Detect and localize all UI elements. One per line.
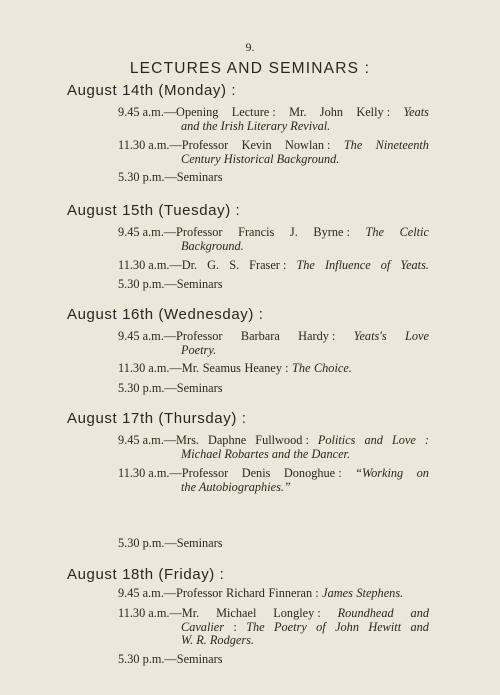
entry-word: Fraser : — [249, 258, 287, 272]
entry-word: 5.30 p.m.—Seminars — [118, 652, 223, 666]
entry-word: 9.45 a.m.—Professor — [118, 225, 223, 239]
entry-continuation — [118, 344, 429, 358]
schedule-entry — [118, 537, 429, 551]
schedule-entry — [118, 607, 429, 648]
schedule-entry — [118, 434, 429, 461]
entry-word: Yeats's — [353, 329, 387, 343]
entry-word: Influence — [324, 258, 371, 272]
schedule-entry — [118, 653, 429, 667]
entry-word: Kelly : — [356, 105, 391, 119]
entry-word: Longley : — [273, 606, 321, 620]
entry-word: on — [416, 466, 429, 480]
entry-continuation — [118, 481, 429, 495]
entry-first-line — [118, 362, 429, 376]
entry-first-line — [118, 330, 429, 344]
entry-word: 11.30 a.m.—Dr. — [118, 258, 198, 272]
entry-continuation — [118, 240, 429, 254]
entry-title-continued: Century Historical Background. — [181, 151, 340, 166]
entry-title-continued: Michael Robartes and the Dancer. — [181, 446, 351, 461]
schedule-entry — [118, 587, 429, 601]
entry-word: Byrne : — [313, 225, 350, 239]
day-heading: August 18th (Friday) : — [67, 566, 225, 583]
entry-word: 9.45 a.m.—Opening — [118, 105, 219, 119]
entry-word: Mr. — [289, 105, 307, 119]
entry-word: G. — [207, 258, 220, 272]
schedule-entry — [118, 330, 429, 357]
entry-word: “Working — [355, 466, 404, 480]
entry-word: John — [319, 105, 344, 119]
entry-word: John — [335, 619, 359, 634]
day-heading: August 16th (Wednesday) : — [67, 306, 264, 323]
entry-word: 5.30 p.m.—Seminars — [118, 170, 223, 184]
entry-first-line — [118, 139, 429, 153]
entry-word: 9.45 a.m.—Professor — [118, 586, 223, 600]
entry-word: Choice. — [313, 361, 352, 375]
entry-word: and — [364, 433, 383, 447]
entry-continuation — [118, 621, 429, 635]
entry-first-line — [118, 434, 429, 448]
entry-word: Hardy : — [298, 329, 336, 343]
entry-word: Nowlan : — [285, 138, 331, 152]
entry-first-line — [118, 226, 429, 240]
entry-word: 5.30 p.m.—Seminars — [118, 536, 223, 550]
entry-word: Love — [405, 329, 429, 343]
schedule-entry — [118, 226, 429, 253]
entry-first-line — [118, 537, 429, 551]
page-number: 9. — [245, 40, 255, 54]
entry-first-line — [118, 259, 429, 273]
entry-word: Politics — [317, 433, 356, 447]
entry-word: 9.45 a.m.—Mrs. — [118, 433, 199, 447]
entry-word: Denis — [241, 466, 271, 480]
entry-first-line — [118, 587, 429, 601]
entry-word: Stephens. — [356, 586, 404, 600]
schedule-entry — [118, 139, 429, 166]
entry-word: : — [424, 433, 429, 447]
entry-word: The — [343, 138, 363, 152]
entry-word: The — [296, 258, 315, 272]
entry-first-line — [118, 171, 429, 185]
entry-word: Fullwood : — [255, 433, 309, 447]
entry-word: Francis — [238, 225, 275, 239]
entry-word: and — [410, 606, 429, 620]
entry-first-line — [118, 278, 429, 292]
entry-word: Nineteenth — [375, 138, 429, 152]
schedule-entry — [118, 362, 429, 376]
entry-word: 9.45 a.m.—Professor — [118, 329, 223, 343]
entry-word: 11.30 a.m.—Mr. — [118, 361, 200, 375]
entry-word: Yeats — [403, 105, 429, 119]
entry-word: Michael — [216, 606, 257, 620]
entry-word: Seamus — [202, 361, 241, 375]
day-heading: August 14th (Monday) : — [67, 82, 237, 99]
entry-word: Daphne — [207, 433, 247, 447]
entry-word: The — [246, 619, 265, 634]
entry-title-continued: Poetry. — [181, 342, 217, 357]
entry-word: Celtic — [399, 225, 429, 239]
entry-first-line — [118, 382, 429, 396]
entry-word: Cavalier — [181, 619, 225, 634]
entry-word: J. — [289, 225, 298, 239]
entry-title-continued: Background. — [181, 238, 244, 253]
entry-word: of — [380, 258, 391, 272]
day-heading: August 17th (Thursday) : — [67, 410, 247, 427]
entry-word: Heaney : — [244, 361, 289, 375]
entry-word: 5.30 p.m.—Seminars — [118, 277, 223, 291]
day-heading: August 15th (Tuesday) : — [67, 202, 241, 219]
entry-word: 11.30 a.m.—Mr. — [118, 606, 200, 620]
entry-continuation — [118, 120, 429, 134]
schedule-entry — [118, 259, 429, 273]
entry-title-continued: and the Irish Literary Revival. — [181, 118, 331, 133]
entry-word: : — [233, 619, 237, 634]
entry-word: The — [292, 361, 311, 375]
entry-word: Yeats. — [400, 258, 429, 272]
entry-word: James — [322, 586, 353, 600]
entry-word: Poetry — [274, 619, 307, 634]
entry-word: S. — [229, 258, 240, 272]
entry-first-line — [118, 607, 429, 621]
schedule-entry — [118, 171, 429, 185]
entry-continuation — [118, 634, 429, 648]
entry-word: Roundhead — [337, 606, 394, 620]
entry-word: Love — [391, 433, 416, 447]
schedule-entry — [118, 467, 429, 494]
entry-first-line — [118, 653, 429, 667]
entry-word: Donoghue : — [283, 466, 342, 480]
entry-first-line — [118, 467, 429, 481]
schedule-entry — [118, 106, 429, 133]
entry-word: The — [365, 225, 384, 239]
entry-first-line — [118, 106, 429, 120]
entry-word: of — [316, 619, 326, 634]
entry-word: 11.30 a.m.—Professor — [118, 466, 229, 480]
schedule-entry — [118, 278, 429, 292]
entry-word: Hewitt — [368, 619, 402, 634]
entry-word: 11.30 a.m.—Professor — [118, 138, 229, 152]
page-title: LECTURES AND SEMINARS : — [129, 60, 371, 77]
entry-word: Richard — [226, 586, 265, 600]
schedule-entry — [118, 382, 429, 396]
entry-continuation — [118, 448, 429, 462]
entry-word: Finneran : — [268, 586, 319, 600]
entry-word: Lecture : — [231, 105, 276, 119]
entry-title-continued: the Autobiographies.” — [181, 479, 291, 494]
entry-continuation — [118, 153, 429, 167]
entry-word: Barbara — [240, 329, 280, 343]
entry-word: and — [410, 619, 429, 634]
entry-title-continued: W. R. Rodgers. — [181, 633, 254, 647]
entry-word: 5.30 p.m.—Seminars — [118, 381, 223, 395]
entry-word: Kevin — [241, 138, 272, 152]
